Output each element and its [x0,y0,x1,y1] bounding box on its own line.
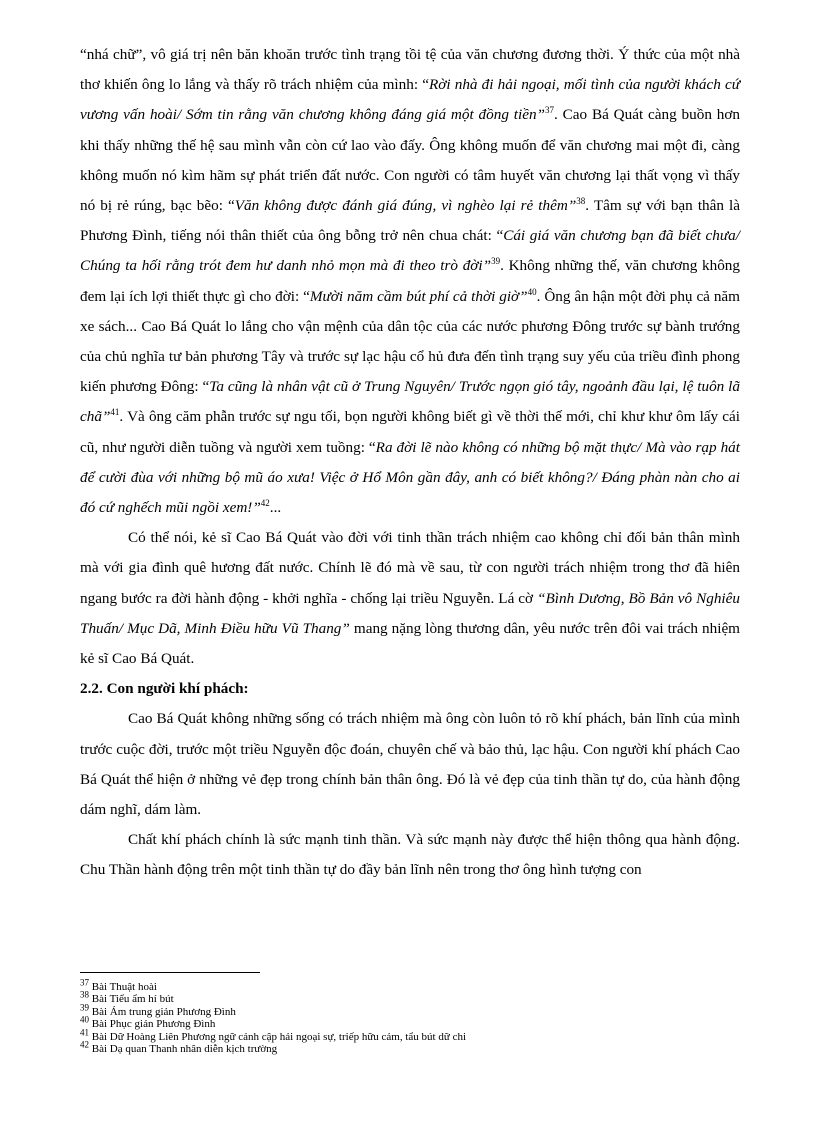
footnote-ref-40[interactable]: 40 [527,286,537,297]
text-run: . Ông ân hận một đời phụ cả năm xe sách... Cao Bá Quát lo lắng cho vận mệnh của dân tộc của các nước phương Đông trước sự bành trướng của chủ nghĩa tư bản phương Tây và trước sự lạc hậu cổ hủ đưa đến tình trạng suy yếu của triều đình phong kiến phương Đông: “ [80,287,740,396]
footnote-text: Bài Ám trung giản Phương Đình [89,1005,236,1018]
footnote-separator [80,972,260,973]
footnote-number: 41 [80,1026,89,1037]
footnotes-section [80,972,740,1055]
footnote-number: 42 [80,1039,89,1050]
footnote-ref-42[interactable]: 42 [260,497,270,508]
text-run: . Cao Bá Quát càng buồn hơn khi thấy những thế hệ sau mình vẫn còn cứ lao vào đấy. Ông không muốn để văn chương mai một đi, càng không muốn nó kìm hãm sự phát triển đất nước. Con người có tâm huyết văn chương lại thất vọng vì thấy nó bị rẻ rúng, bạc bẽo: “ [80,106,741,215]
text-run: Có thể nói, kẻ sĩ Cao Bá Quát vào đời với tinh thần trách nhiệm cao không chỉ đối bản thân mình mà với gia đình quê hương đất nước. Chính lẽ đó mà về sau, từ con người trách nhiệm trong thơ đã hiên ngang bước ra đời hành động - khởi nghĩa - chống lại triều Nguyễn. Lá cờ [80,529,740,607]
quote-italic: Văn không được đánh giá đúng, vì nghèo lại rẻ thêm [234,197,568,215]
footnote-text: Bài Thuật hoài [89,981,157,993]
footnote-number: 37 [80,977,89,988]
footnote-ref-38[interactable]: 38 [576,195,586,206]
text-run: . Không những thế, văn chương không đem lại ích lợi thiết thực gì cho đời: “ [80,257,740,305]
text-run: . Tâm sự với bạn thân là Phương Đình, tiếng nói thân thiết của ông bỗng trở nên chua chát: “ [80,197,740,245]
footnote-40 [80,1014,740,1031]
quote-close: ” [519,287,528,305]
paragraph-conclusion [80,523,740,674]
footnote-37 [80,977,740,993]
footnote-text: Bài Phục giản Phương Đình [89,1018,216,1031]
quote-italic: Rời nhà đi hải ngoại, mối tình của người khách cứ vương vấn hoài/ Sớm tin rằng văn chương không đáng giá một đồng tiền [80,76,740,124]
footnote-text: Bài Dữ Hoàng Liên Phương ngữ cảnh cập hải ngoại sự, triếp hữu cảm, tẩu bút dữ chi [89,1030,467,1043]
footnote-text: Bài Dạ quan Thanh nhân diễn kịch trường [89,1043,278,1056]
paragraph-khi-phach: Cao Bá Quát không những sống có trách nhiệm mà ông còn luôn tỏ rõ khí phách, bản lĩnh của mình trước cuộc đời, trước một triều Nguyễn độc đoán, chuyên chế và bảo thủ, lạc hậu. Con người khí phách Cao Bá Quát thể hiện ở những vẻ đẹp trong chính bản thân ông. Đó là vẻ đẹp của tinh thần tự do, của hành động dám nghĩ, dám làm. [80,710,740,819]
footnote-number: 39 [80,1002,89,1013]
quote-close: ” [567,197,577,215]
footnote-number: 40 [80,1014,89,1025]
paragraph-tinh-than: Chất khí phách chính là sức mạnh tinh thần. Và sức mạnh này được thể hiện thông qua hành động. Chu Thần hành động trên một tinh thần tự do đầy bản lĩnh nên trong thơ ông hình tượng con [80,831,740,879]
quote-close: ” [536,106,545,124]
document-page [80,40,740,886]
quote-close: ” [101,408,111,426]
footnote-text: Bài Tiểu ẩm hí bút [89,993,174,1006]
text-run: ... [269,499,282,517]
text-run: “nhá chữ”, vô giá trị nên băn khoăn trước tình trạng tồi tệ của văn chương đương thời. Ý thức của một nhà thơ khiến ông lo lắng và thấy rõ trách nhiệm của mình: “ [80,46,740,94]
quote-italic: Ra đời lẽ nào không có những bộ mặt thực/ Mà vào rạp hát để cười đùa với những bộ mũ áo xưa! Việc ở Hổ Môn gần đây, anh có biết không?/ Đáng phàn nàn cho ai đó cứ nghếch mũi ngồi xem! [80,438,740,517]
text-run: mang nặng lòng thương dân, yêu nước trên đôi vai trách nhiệm kẻ sĩ Cao Bá Quát. [80,619,740,668]
footnote-ref-39[interactable]: 39 [491,256,501,267]
quote-italic: Ta cũng là nhân vật cũ ở Trung Nguyên/ Trước ngọn gió tây, ngoảnh đầu lại, lệ tuôn lã chã [80,378,740,426]
footnote-39 [80,1002,740,1018]
quote-close: ” [482,257,492,275]
footnote-38 [80,989,740,1006]
quote-italic: Cái giá văn chương bạn đã biết chưa/ Chúng ta hối rằng trót đem hư danh nhỏ mọn mà đi theo trò đời [80,227,740,275]
text-run: . Và ông căm phẫn trước sự ngu tối, bọn người không biết gì về thời thế mới, chỉ khư khư ôm lấy cái cũ, như người diễn tuồng và người xem tuồng: “ [80,408,740,456]
footnote-41 [80,1026,740,1043]
footnote-ref-41[interactable]: 41 [110,407,120,418]
footnote-42 [80,1039,740,1056]
footnote-ref-37[interactable]: 37 [545,105,554,116]
quote-italic: Mười năm cầm bút phí cả thời giờ [309,287,520,305]
section-heading: 2.2. Con người khí phách: [80,680,249,698]
paragraph-responsibility-continued [80,40,740,523]
footnote-number: 38 [80,989,89,1000]
quote-italic: “Bình Dương, Bồ Bản vô Nghiêu Thuấn/ Mục Dã, Minh Điều hữu Vũ Thang” [80,589,740,637]
quote-close: ” [252,499,261,517]
